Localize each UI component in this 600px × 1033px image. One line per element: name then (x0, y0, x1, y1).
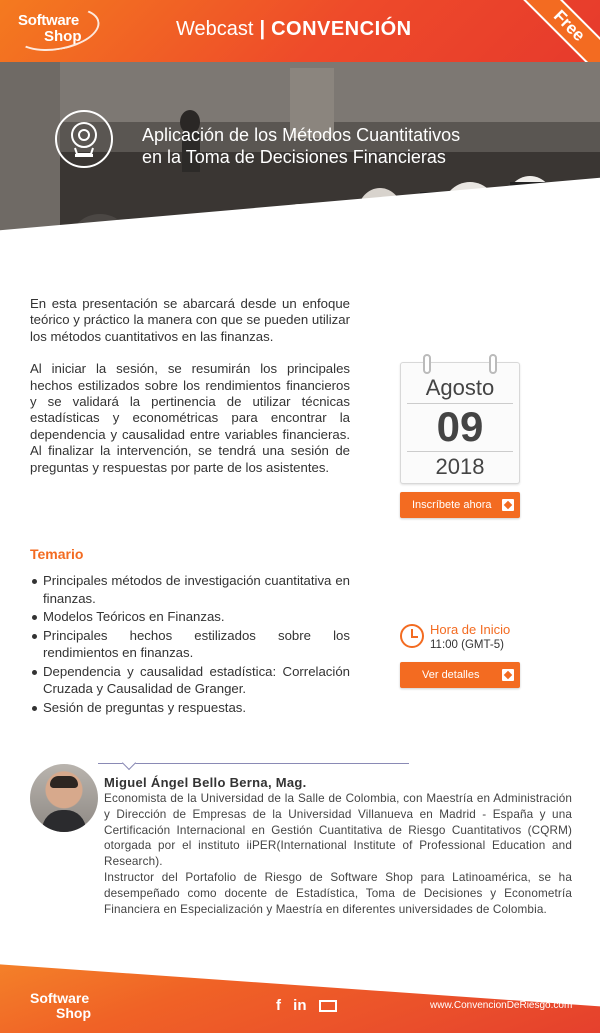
list-item (30, 699, 350, 717)
speaker-bio-paragraph-1: Economista de la Universidad de la Salle de Colombia, con Maestría en Administración y Dirección de Empresas de la Universidad Villanueva en Madrid - España y una Certificación Internacional en Gestión Cuantitativa de Riesgo Cuantitativos (CQRM) otorgada por el instituto iiPER(International Institute of Professional Education and Research). (104, 792, 572, 869)
header-title-bold: CONVENCIÓN (271, 18, 412, 40)
webcast-title-line2: en la Toma de Decisiones Financieras (142, 147, 446, 167)
software-shop-logo[interactable] (18, 13, 82, 45)
list-item (30, 663, 350, 698)
list-item-text: Dependencia y causalidad estadística: Correlación Cruzada y Causalidad de Granger. (43, 663, 350, 696)
event-day: 09 (436, 403, 484, 450)
speaker-bio (104, 791, 572, 917)
bullet-icon (32, 579, 37, 584)
mail-icon[interactable] (319, 1000, 337, 1012)
avatar-hair (50, 776, 78, 788)
list-item-text: Modelos Teóricos en Finanzas. (43, 609, 225, 624)
bullet-icon (32, 706, 37, 711)
details-button[interactable] (400, 662, 520, 688)
speaker-name: Miguel Ángel Bello Berna, Mag. (104, 775, 307, 790)
footer-logo-line2: Shop (56, 1005, 91, 1021)
header-title-prefix: Webcast (176, 18, 254, 40)
free-ribbon: Free (513, 0, 600, 62)
calendar-ring-icon (489, 354, 497, 374)
list-item (30, 627, 350, 662)
footer-logo[interactable] (30, 991, 91, 1021)
description (30, 296, 350, 492)
speaker-divider (98, 763, 409, 764)
event-year: 2018 (435, 454, 485, 479)
start-time-label: Hora de Inicio (430, 622, 511, 637)
start-time-value: 11:00 (GMT-5) (430, 639, 504, 651)
footer-logo-line1: Software (30, 990, 90, 1006)
footer (0, 933, 600, 1033)
description-paragraph-2: Al iniciar la sesión, se resumirán los principales hechos estilizados sobre los rendimientos financieros y se validará la pertinencia de utilizar técnicas estadísticas y econométricas para encontrar la dependencia y causalidad entre variables financieras. Al finalizar la intervención, se tendrá una sesión de preguntas y respuestas por parte de los asistentes. (30, 361, 350, 475)
bullet-icon (32, 615, 37, 620)
footer-website-link[interactable]: www.ConvencionDeRiesgo.com (430, 1000, 573, 1011)
hero-banner (0, 62, 600, 270)
header-banner (0, 0, 600, 62)
logo-line1: Software (18, 12, 79, 29)
webcam-glyph (57, 112, 111, 166)
webcast-title (142, 124, 460, 168)
avatar-body (42, 810, 86, 832)
arrow-icon (502, 499, 514, 511)
event-month: Agosto (425, 375, 495, 400)
header-title (176, 18, 412, 41)
temario-list (30, 572, 350, 717)
list-item-text: Principales métodos de investigación cuantitativa en finanzas. (43, 573, 350, 606)
clock-icon (400, 624, 424, 648)
webcast-title-line1: Aplicación de los Métodos Cuantitativos (142, 125, 461, 145)
webcam-icon (55, 110, 113, 168)
list-item-text: Sesión de preguntas y respuestas. (43, 699, 247, 715)
description-paragraph-1: En esta presentación se abarcará desde un enfoque teórico y práctico la manera con que se pueden utilizar los métodos cuantitativos en las finanzas. (30, 296, 350, 344)
linkedin-icon[interactable]: in (293, 997, 307, 1014)
calendar-divider (407, 451, 513, 452)
list-item-text: Principales hechos estilizados sobre los rendimientos en finanzas. (43, 627, 350, 660)
register-button-label: Inscríbete ahora (412, 499, 492, 511)
header-title-separator: | (259, 18, 266, 40)
social-links (276, 997, 345, 1014)
details-button-label: Ver detalles (422, 669, 480, 681)
speaker-bio-paragraph-2: Instructor del Portafolio de Riesgo de Software Shop para Latinoamérica, se ha desempeñado como docente de Estadística, Toma de Decisiones y Econometría Financiera en Especialización y Maestría en diferentes universidades de Colombia. (104, 870, 572, 916)
event-date-calendar (400, 362, 520, 484)
temario-heading: Temario (30, 546, 84, 562)
list-item (30, 572, 350, 607)
speaker-avatar (30, 764, 98, 832)
bullet-icon (32, 634, 37, 639)
speaker-divider-notch (122, 756, 136, 770)
bullet-icon (32, 670, 37, 675)
list-item (30, 608, 350, 626)
facebook-icon[interactable]: f (276, 997, 281, 1014)
register-button[interactable] (400, 492, 520, 518)
arrow-icon (502, 669, 514, 681)
calendar-ring-icon (423, 354, 431, 374)
logo-line2: Shop (44, 28, 82, 45)
